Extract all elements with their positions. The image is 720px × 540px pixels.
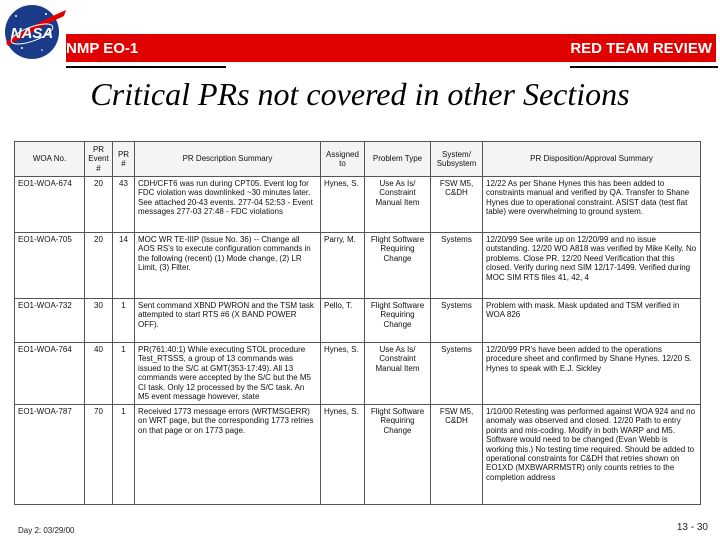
- event-cell: 40: [85, 343, 113, 405]
- system-cell: FSW M5, C&DH: [431, 177, 483, 233]
- system-cell: Systems: [431, 299, 483, 343]
- table-row: [15, 299, 701, 343]
- pr-cell: 43: [113, 177, 135, 233]
- nasa-meatball-icon: [2, 2, 68, 62]
- description-cell: Received 1773 message errors (WRTMSGERR) on WRT page, but the corresponding 1773 retries on that page or on 1773 page.: [135, 405, 321, 505]
- assigned-cell: Hynes, S.: [321, 177, 365, 233]
- column-header: System/ Subsystem: [431, 142, 483, 177]
- assigned-cell: Hynes, S.: [321, 343, 365, 405]
- disposition-cell: Problem with mask. Mask updated and TSM verified in WOA 826: [483, 299, 701, 343]
- pr-cell: 1: [113, 405, 135, 505]
- problem-type-cell: Flight Software Requiring Change: [365, 405, 431, 505]
- problem-type-cell: Use As Is/ Constraint Manual Item: [365, 177, 431, 233]
- system-cell: Systems: [431, 343, 483, 405]
- disposition-cell: 12/20/99 See write up on 12/20/99 and no issue outstanding. 12/20 WO A818 was verified by Mike Kelly. No problems. Close PR. 12/20 Need Verification that this closed. Verify during next SIM 12/17-1499. Verified during MOC SIM RTS files 41, 42, 4: [483, 233, 701, 299]
- problem-type-cell: Flight Software Requiring Change: [365, 299, 431, 343]
- column-header: Problem Type: [365, 142, 431, 177]
- disposition-cell: 12/22 As per Shane Hynes this has been added to constraints manual and verified by QA. Transfer to Shane Hynes due to operational constraint. ASIST data (test flat table) were overwhelming to ground system.: [483, 177, 701, 233]
- description-cell: MOC WR TE-IIIP (Issue No. 36) -- Change all AOS RS's to execute configuration commands in the following (recent) (1) Mode change, (2) LR Limit, (3) Filter.: [135, 233, 321, 299]
- table-row: [15, 177, 701, 233]
- problem-type-cell: Use As Is/ Constraint Manual Item: [365, 343, 431, 405]
- system-cell: FSW M5, C&DH: [431, 405, 483, 505]
- woa-cell: EO1-WOA-764: [15, 343, 85, 405]
- description-cell: Sent command XBND PWRON and the TSM task attempted to start RTS #6 (X BAND POWER OFF).: [135, 299, 321, 343]
- table-header-row: [15, 142, 701, 177]
- logo-text: NASA: [10, 25, 54, 42]
- woa-cell: EO1-WOA-787: [15, 405, 85, 505]
- column-header: PR Description Summary: [135, 142, 321, 177]
- table-row: [15, 343, 701, 405]
- pr-table: [14, 141, 701, 505]
- header-banner: [66, 34, 716, 62]
- divider-right: [570, 66, 718, 68]
- assigned-cell: Parry, M.: [321, 233, 365, 299]
- event-cell: 70: [85, 405, 113, 505]
- event-cell: 20: [85, 233, 113, 299]
- column-header: PR Event #: [85, 142, 113, 177]
- disposition-cell: 1/10/00 Retesting was performed against WOA 924 and no anomaly was observed and closed. 12/20 Path to entry points and mis-coding. Modify in both WARP and M5. Software would need to be changed (Evan Webb is working this.) No testing time required. Should be added to operational constraints for C&DH that retries shown on EO1XD (MXBWARRMSTR) only counts retries to the completion address: [483, 405, 701, 505]
- page-title: Critical PRs not covered in other Sections: [90, 76, 630, 112]
- event-cell: 20: [85, 177, 113, 233]
- assigned-cell: Hynes, S.: [321, 405, 365, 505]
- woa-cell: EO1-WOA-674: [15, 177, 85, 233]
- page-number: 13 - 30: [676, 522, 708, 533]
- column-header: Assigned to: [321, 142, 365, 177]
- column-header: PR Disposition/Approval Summary: [483, 142, 701, 177]
- pr-cell: 1: [113, 343, 135, 405]
- table-row: [15, 405, 701, 505]
- column-header: WOA No.: [15, 142, 85, 177]
- pr-cell: 14: [113, 233, 135, 299]
- assigned-cell: Pello, T.: [321, 299, 365, 343]
- description-cell: PR(761:40:1) While executing STOL procedure Test_RTSSS, a group of 13 commands was issued to the S/C at GMT(353-17:49). All 13 commands were accepted by the S/C but the M5 CI task. Only 12 processed by the S/C task. An M5 event message however, state: [135, 343, 321, 405]
- table-row: [15, 233, 701, 299]
- problem-type-cell: Flight Software Requiring Change: [365, 233, 431, 299]
- divider-left: [66, 66, 226, 68]
- woa-cell: EO1-WOA-705: [15, 233, 85, 299]
- column-header: PR #: [113, 142, 135, 177]
- disposition-cell: 12/20/99 PR's have been added to the operations procedure sheet and confirmed by Shane Hynes. 12/20 S. Hynes to speak with E.J. Sickley: [483, 343, 701, 405]
- event-cell: 30: [85, 299, 113, 343]
- review-tag: RED TEAM REVIEW: [570, 39, 712, 57]
- description-cell: CDH/CFT6 was run during CPT05. Event log for FDC violation was downlinked ~30 minutes later. See attached 20-43 events. 277-04 52:53 - Event messages 277-03 27:48 - FDC violations: [135, 177, 321, 233]
- project-tag: NMP EO-1: [66, 39, 139, 57]
- system-cell: Systems: [431, 233, 483, 299]
- pr-cell: 1: [113, 299, 135, 343]
- footer-date: Day 2: 03/29/00: [18, 526, 75, 535]
- nasa-logo: [2, 2, 68, 62]
- woa-cell: EO1-WOA-732: [15, 299, 85, 343]
